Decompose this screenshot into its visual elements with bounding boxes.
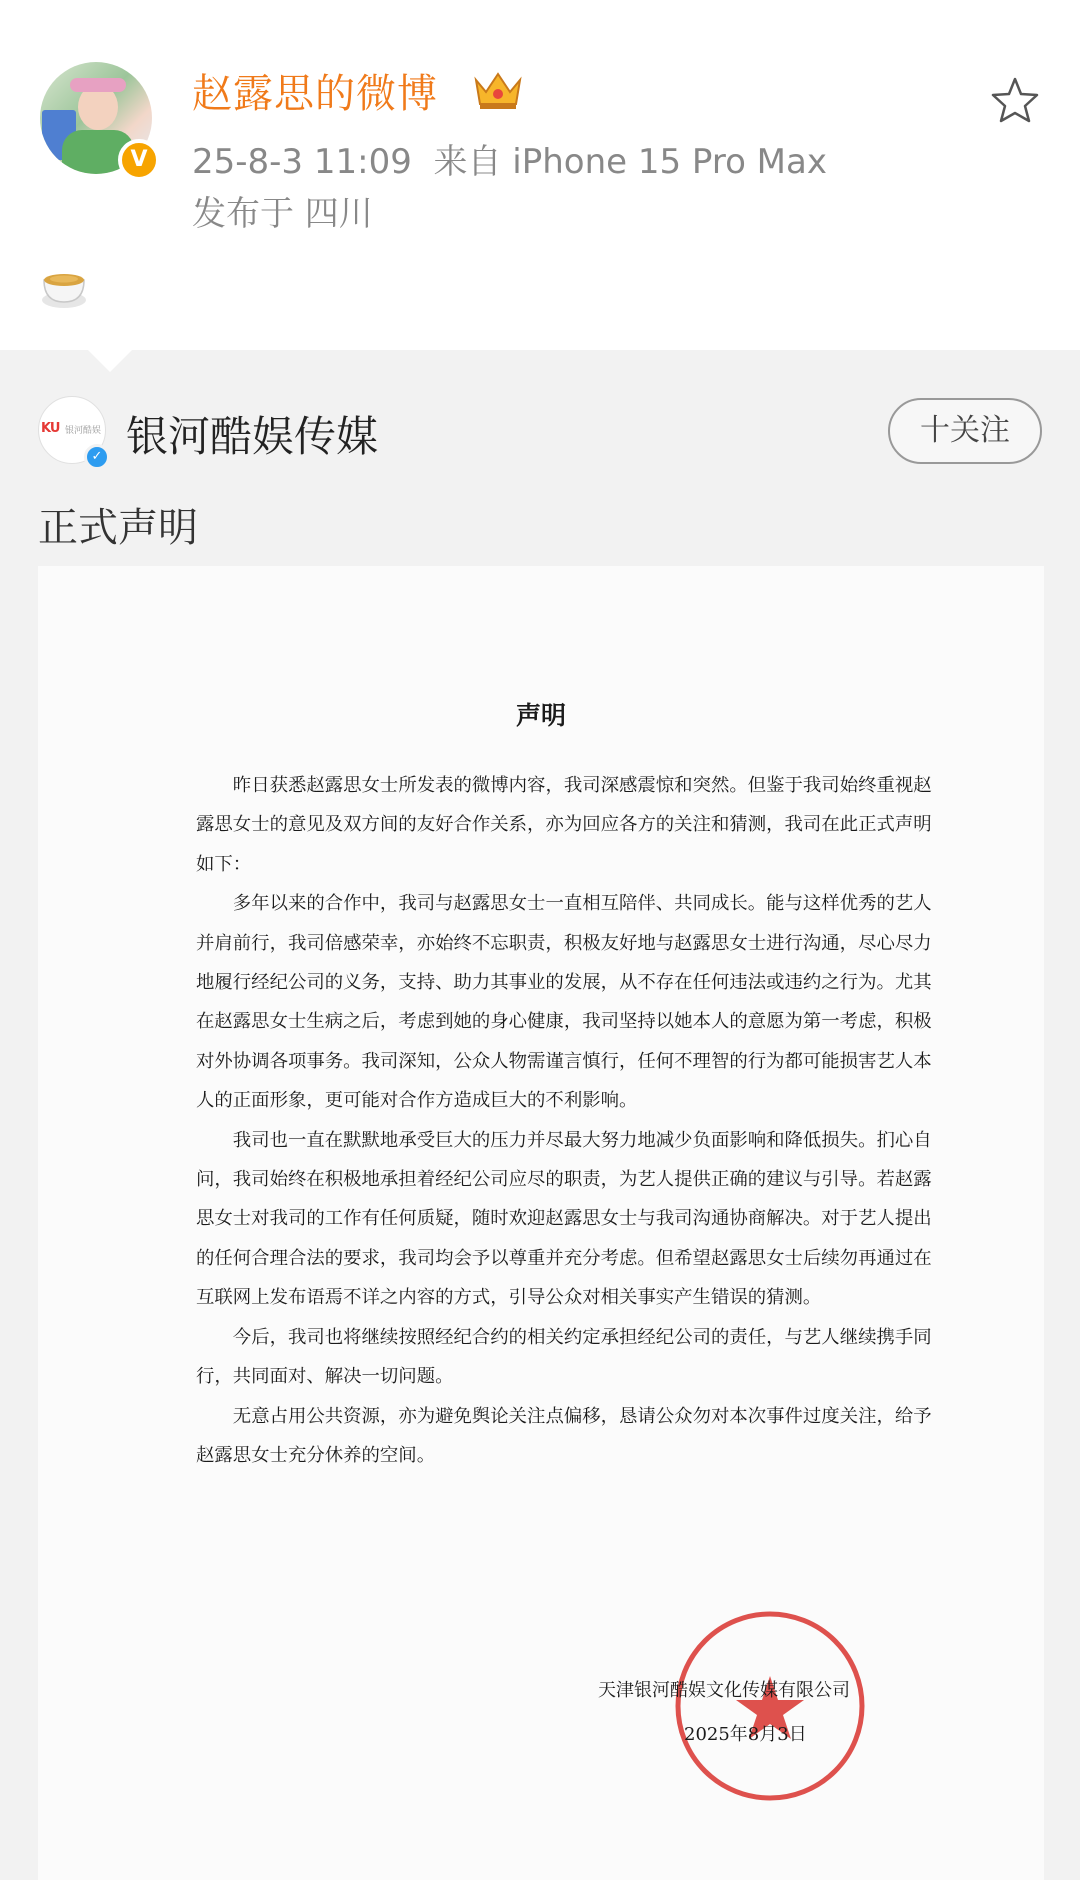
document-paragraph: 我司也一直在默默地承受巨大的压力并尽最大努力地减少负面影响和降低损失。扪心自问，我司始终在积极地承担着经纪公司应尽的职责，为艺人提供正确的建议与引导。若赵露思女士对我司的工作有任何质疑，随时欢迎赵露思女士与我司沟通协商解决。对于艺人提出的任何合理合法的要求，我司均会予以尊重并充分考虑。但希望赵露思女士后续勿再通过在互联网上发布语焉不详之内容的方式，引导公众对相关事实产生错误的猜测。	[196, 1129, 932, 1309]
repost-account-name[interactable]: 银河酷娱传媒	[126, 412, 379, 461]
document-paragraph: 无意占用公共资源，亦为避免舆论关注点偏移，恳请公众勿对本次事件过度关注，给予赵露思女士充分休养的空间。	[196, 1405, 932, 1466]
repost-pointer	[88, 350, 132, 372]
document-paragraph: 多年以来的合作中，我司与赵露思女士一直相互陪伴、共同成长。能与这样优秀的艺人并肩前行，我司倍感荣幸，亦始终不忘职责，积极友好地与赵露思女士进行沟通，尽心尽力地履行经纪公司的义务，支持、助力其事业的发展，从不存在任何违法或违约之行为。尤其在赵露思女士生病之后，考虑到她的身心健康，我司坚持以她本人的意愿为第一考虑，积极对外协调各项事务。我司深知，公众人物需谨言慎行，任何不理智的行为都可能损害艺人本人的正面形象，更可能对合作方造成巨大的不利影响。	[196, 893, 932, 1112]
ku-logo-text: 银河酷娱	[65, 426, 102, 436]
document-paragraph: 昨日获悉赵露思女士所发表的微博内容，我司深感震惊和突然。但鉴于我司始终重视赵露思女士的意见及双方间的友好合作关系，亦为回应各方的关注和猜测，我司在此正式声明如下：	[196, 775, 932, 875]
blue-verified-icon: ✓	[84, 444, 110, 470]
post-location: 发布于 四川	[192, 194, 373, 234]
document-company: 天津银河酷娱文化传媒有限公司	[598, 1680, 850, 1701]
teacup-icon	[38, 262, 90, 314]
document-title: 声明	[515, 701, 566, 730]
post-timestamp: 25-8-3 11:09	[192, 142, 412, 182]
crown-icon	[470, 68, 526, 112]
post-source: 来自 iPhone 15 Pro Max	[433, 142, 827, 182]
follow-button[interactable]: 十关注	[888, 398, 1042, 464]
repost-text: 正式声明	[38, 505, 198, 551]
company-seal-stamp	[670, 1606, 870, 1806]
verified-badge-icon: V	[118, 139, 160, 181]
document-paragraph: 今后，我司也将继续按照经纪合约的相关约定承担经纪公司的责任，与艺人继续携手同行，共同面对、解决一切问题。	[196, 1326, 932, 1388]
document-date: 2025年8月3日	[684, 1724, 807, 1745]
author-name[interactable]: 赵露思的微博	[192, 71, 438, 117]
favorite-star-icon[interactable]	[990, 76, 1040, 124]
document-body	[196, 766, 936, 1475]
statement-document-image[interactable]	[38, 566, 1044, 1880]
post-meta	[192, 134, 827, 183]
ku-logo: KU	[41, 421, 60, 436]
